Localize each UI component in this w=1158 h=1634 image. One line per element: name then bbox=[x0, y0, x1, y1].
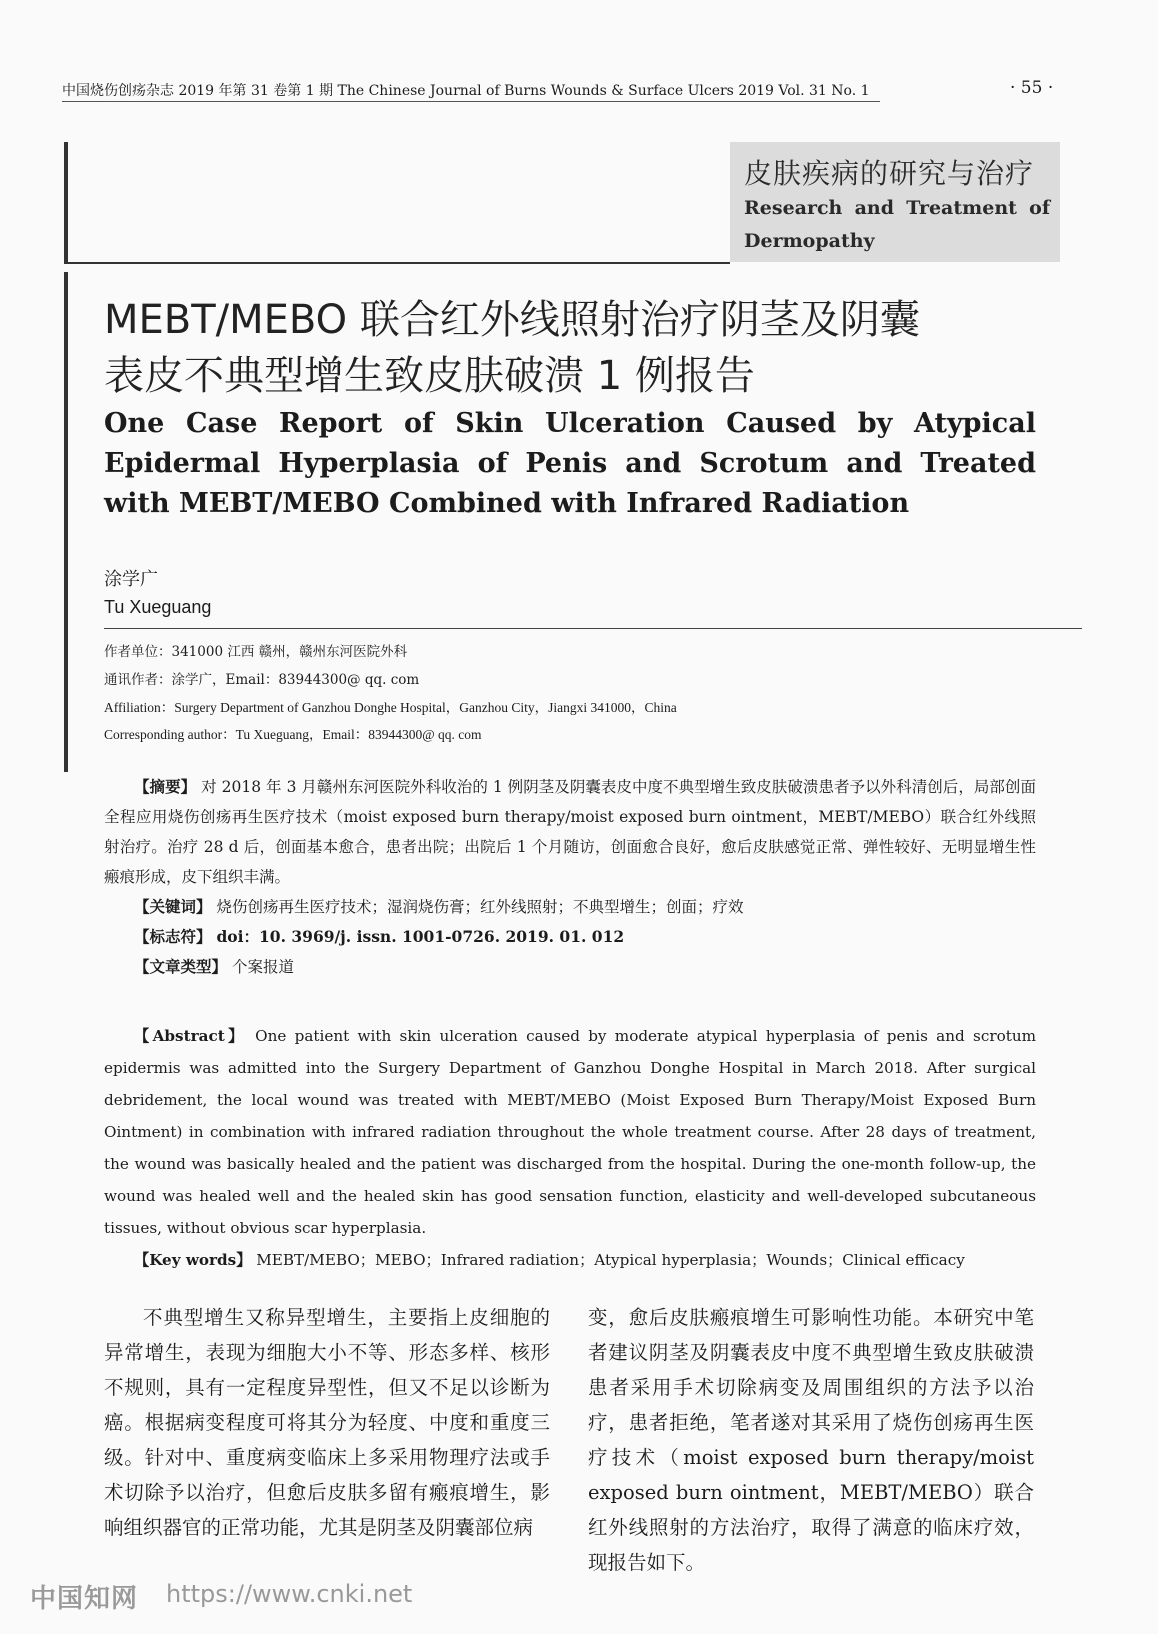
article-title-cn-line1: MEBT/MEBO 联合红外线照射治疗阴茎及阴囊 bbox=[104, 297, 920, 343]
affiliation-en: Affiliation：Surgery Department of Ganzhou Donghe Hospital，Ganzhou City，Jiangxi 341000，China bbox=[104, 700, 677, 715]
author-name-cn: 涂学广 bbox=[104, 569, 158, 590]
section-rule bbox=[64, 262, 730, 264]
body-left-text: 不典型增生又称异型增生，主要指上皮细胞的异常增生，表现为细胞大小不等、形态多样、核形不规则，具有一定程度异型性，但又不足以诊断为癌。根据病变程度可将其分为轻度、中度和重度三级。针对中、重度病变临床上多采用物理疗法或手术切除予以治疗，但愈后皮肤多留有瘢痕增生，影响组织器官的正常功能，尤其是阴茎及阴囊部位病 bbox=[104, 1306, 550, 1539]
keywords-cn-label: 【关键词】 bbox=[134, 897, 212, 916]
abstract-en-label: 【Abstract】 bbox=[134, 1027, 247, 1045]
affiliation-cn: 作者单位：341000 江西 赣州，赣州东河医院外科 bbox=[104, 644, 408, 660]
article-title-cn-line2: 表皮不典型增生致皮肤破溃 1 例报告 bbox=[104, 353, 755, 399]
article-title-en: One Case Report of Skin Ulceration Caused by Atypical Epidermal Hyperplasia of Penis and Scrotum and Treated with MEBT/MEBO Combined with Infrared Radiation bbox=[104, 408, 1036, 519]
keywords-en-label: 【Key words】 bbox=[134, 1251, 252, 1269]
abstract-en bbox=[104, 1020, 1036, 1276]
keywords-en: MEBT/MEBO；MEBO；Infrared radiation；Atypical hyperplasia；Wounds；Clinical efficacy bbox=[256, 1251, 965, 1269]
body-column-left bbox=[104, 1300, 550, 1545]
doi-label: 【标志符】 bbox=[134, 927, 212, 946]
corresponding-cn: 通讯作者：涂学广，Email：83944300@ qq. com bbox=[104, 672, 420, 688]
article-title-cn bbox=[104, 292, 1024, 404]
cnki-watermark: 中国知网 bbox=[30, 1584, 139, 1614]
abstract-cn bbox=[104, 772, 1036, 982]
cnki-url: https://www.cnki.net bbox=[166, 1580, 413, 1608]
section-title-en: Research and Treatment of Dermopathy bbox=[744, 197, 1050, 252]
body-column-right bbox=[588, 1300, 1034, 1580]
article-type-label: 【文章类型】 bbox=[134, 957, 228, 976]
author-name-en: Tu Xueguang bbox=[104, 597, 212, 617]
doi-value: doi：10. 3969/j. issn. 1001-0726. 2019. 01. 012 bbox=[216, 927, 625, 946]
abstract-cn-label: 【摘要】 bbox=[134, 777, 197, 796]
body-right-text: 变，愈后皮肤瘢痕增生可影响性功能。本研究中笔者建议阴茎及阴囊表皮中度不典型增生致皮肤破溃患者采用手术切除病变及周围组织的方法予以治疗，患者拒绝，笔者遂对其采用了烧伤创疡再生医疗技术（moist exposed burn therapy/moist exposed burn ointment，MEBT/MEBO）联合红外线照射的方法治疗，取得了满意的临床疗效，现报告如下。 bbox=[588, 1306, 1034, 1574]
running-header: 中国烧伤创疡杂志 2019 年第 31 卷第 1 期 The Chinese Journal of Burns Wounds & Surface Ulcers 2019 Vol. 31 No. 1 bbox=[62, 83, 870, 99]
section-bar bbox=[64, 142, 68, 262]
article-type: 个案报道 bbox=[231, 958, 294, 976]
section-title-cn: 皮肤疾病的研究与治疗 bbox=[744, 157, 1035, 190]
keywords-cn: 烧伤创疡再生医疗技术；湿润烧伤膏；红外线照射；不典型增生；创面；疗效 bbox=[216, 898, 744, 916]
author-rule bbox=[104, 628, 1082, 629]
title-bar bbox=[64, 272, 68, 772]
abstract-en-text: One patient with skin ulceration caused by moderate atypical hyperplasia of penis and scrotum epidermis was admitted into the Surgery Department of Ganzhou Donghe Hospital in March 2018. After surgical debridement, the local wound was treated with MEBT/MEBO (Moist Exposed Burn Therapy/Moist Exposed Burn Ointment) in combination with infrared radiation throughout the whole treatment course. After 28 days of treatment, the wound was basically healed and the patient was discharged from the hospital. During the one-month follow-up, the wound was healed well and the healed skin has good sensation function, elasticity and well-developed subcutaneous tissues, without obvious scar hyperplasia. bbox=[104, 1027, 1037, 1237]
page-number: · 55 · bbox=[1010, 78, 1054, 98]
abstract-cn-text: 对 2018 年 3 月赣州东河医院外科收治的 1 例阴茎及阴囊表皮中度不典型增生致皮肤破溃患者予以外科清创后，局部创面全程应用烧伤创疡再生医疗技术（moist exposed burn therapy/moist exposed burn ointment，MEBT/MEBO）联合红外线照射治疗。治疗 28 d 后，创面基本愈合，患者出院；出院后 1 个月随访，创面愈合良好，愈后皮肤感觉正常、弹性较好、无明显增生性瘢痕形成，皮下组织丰满。 bbox=[104, 778, 1036, 886]
header-rule bbox=[62, 101, 880, 102]
corresponding-en: Corresponding author：Tu Xueguang，Email：83944300@ qq. com bbox=[104, 727, 482, 742]
